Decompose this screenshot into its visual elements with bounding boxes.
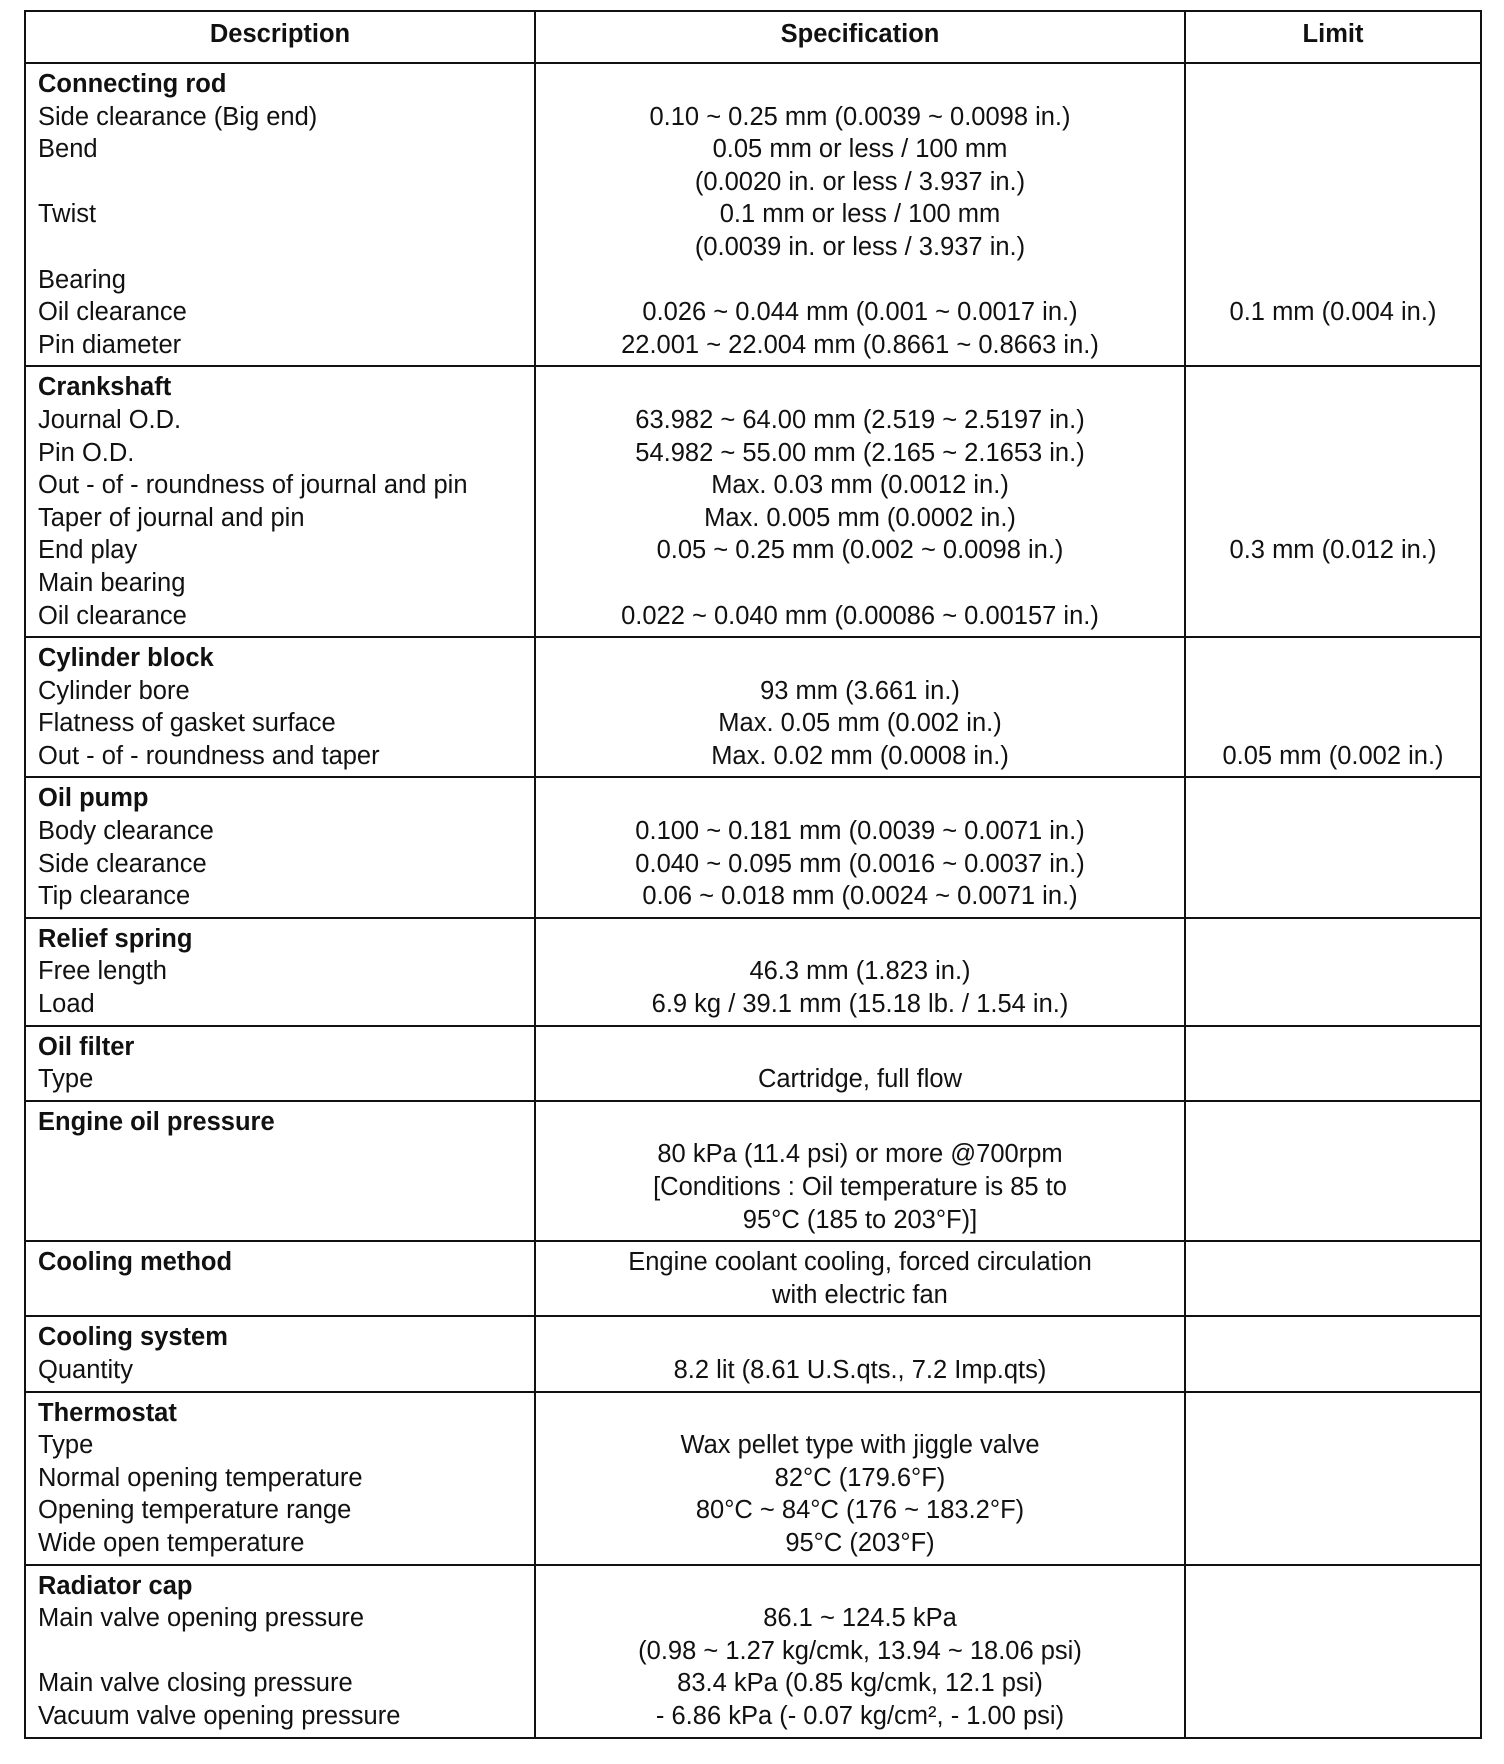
limit-cell bbox=[1185, 777, 1481, 917]
limit-value: 0.3 mm (0.012 in.) bbox=[1229, 536, 1437, 565]
specification-cell bbox=[535, 366, 1185, 637]
section-title: Thermostat bbox=[38, 1398, 177, 1427]
specification-cell bbox=[535, 637, 1185, 777]
limit-value bbox=[1198, 955, 1468, 988]
spec-value: 86.1 ~ 124.5 kPa bbox=[763, 1604, 957, 1633]
spec-value: Cartridge, full flow bbox=[757, 1065, 963, 1094]
row-label: Out - of - roundness of journal and pin bbox=[38, 471, 468, 500]
limit-cell bbox=[1185, 918, 1481, 1026]
row-label: Flatness of gasket surface bbox=[38, 709, 336, 738]
spec-value: Max. 0.03 mm (0.0012 in.) bbox=[711, 471, 1009, 500]
section-title: Engine oil pressure bbox=[38, 1107, 275, 1136]
limit-cell bbox=[1185, 1101, 1481, 1241]
limit-value bbox=[1198, 198, 1468, 231]
limit-value bbox=[1198, 567, 1468, 600]
spec-value: 95°C (203°F) bbox=[785, 1528, 935, 1557]
specification-cell bbox=[535, 918, 1185, 1026]
spec-spacer bbox=[548, 923, 1172, 956]
spec-value: Max. 0.02 mm (0.0008 in.) bbox=[711, 741, 1009, 770]
spec-value: (0.0039 in. or less / 3.937 in.) bbox=[694, 232, 1026, 261]
row-label bbox=[38, 231, 522, 264]
spec-spacer bbox=[548, 782, 1172, 815]
row-label: Oil clearance bbox=[38, 601, 187, 630]
row-label: End play bbox=[38, 536, 138, 565]
limit-value bbox=[1198, 1171, 1468, 1204]
spec-value: 0.05 ~ 0.25 mm (0.002 ~ 0.0098 in.) bbox=[656, 536, 1064, 565]
limit-cell bbox=[1185, 63, 1481, 366]
row-label: Normal opening temperature bbox=[38, 1463, 363, 1492]
limit-value: 0.05 mm (0.002 in.) bbox=[1222, 741, 1444, 770]
description-cell bbox=[25, 1565, 535, 1738]
limit-value bbox=[1198, 600, 1468, 633]
limit-value bbox=[1198, 404, 1468, 437]
section-oil-pump bbox=[25, 777, 1481, 917]
section-oil-filter bbox=[25, 1026, 1481, 1101]
limit-spacer bbox=[1198, 782, 1468, 815]
spec-value: 0.06 ~ 0.018 mm (0.0024 ~ 0.0071 in.) bbox=[642, 882, 1078, 911]
limit-value bbox=[1198, 988, 1468, 1021]
description-cell bbox=[25, 777, 535, 917]
spec-value: 83.4 kPa (0.85 kg/cmk, 12.1 psi) bbox=[677, 1669, 1043, 1698]
limit-value bbox=[1198, 502, 1468, 535]
header-limit: Limit bbox=[1185, 11, 1481, 63]
limit-cell bbox=[1185, 1392, 1481, 1565]
row-label: Type bbox=[38, 1065, 94, 1094]
limit-value bbox=[1198, 1429, 1468, 1462]
spec-value: 93 mm (3.661 in.) bbox=[760, 676, 960, 705]
specification-cell bbox=[535, 1241, 1185, 1316]
limit-cell bbox=[1185, 637, 1481, 777]
row-label: Quantity bbox=[38, 1355, 133, 1384]
limit-value: 0.1 mm (0.004 in.) bbox=[1229, 298, 1437, 327]
section-title: Connecting rod bbox=[38, 70, 227, 98]
section-connecting-rod bbox=[25, 63, 1481, 366]
spec-value: (0.98 ~ 1.27 kg/cmk, 13.94 ~ 18.06 psi) bbox=[638, 1636, 1082, 1665]
specification-cell bbox=[535, 1392, 1185, 1565]
specification-cell bbox=[535, 63, 1185, 366]
section-title: Oil pump bbox=[38, 784, 149, 813]
spec-spacer bbox=[548, 642, 1172, 675]
row-label: Out - of - roundness and taper bbox=[38, 741, 380, 770]
limit-value bbox=[1198, 166, 1468, 199]
limit-value bbox=[1198, 1138, 1468, 1171]
description-cell bbox=[25, 366, 535, 637]
row-label bbox=[38, 166, 522, 199]
limit-cell bbox=[1185, 1241, 1481, 1316]
limit-spacer bbox=[1198, 1106, 1468, 1139]
section-title: Cooling method bbox=[38, 1248, 233, 1277]
limit-value bbox=[1198, 1527, 1468, 1560]
section-title: Crankshaft bbox=[38, 373, 172, 402]
row-label: Oil clearance bbox=[38, 298, 187, 327]
description-cell bbox=[25, 63, 535, 366]
spec-value: Wax pellet type with jiggle valve bbox=[680, 1431, 1040, 1460]
specification-cell bbox=[535, 1565, 1185, 1738]
limit-value bbox=[1198, 1602, 1468, 1635]
limit-value bbox=[1198, 1462, 1468, 1495]
row-label: Free length bbox=[38, 957, 167, 986]
section-title: Cylinder block bbox=[38, 644, 214, 673]
specification-cell bbox=[535, 777, 1185, 917]
row-label: Vacuum valve opening pressure bbox=[38, 1701, 401, 1730]
section-title: Radiator cap bbox=[38, 1571, 193, 1600]
limit-value bbox=[1198, 469, 1468, 502]
spec-value: 0.1 mm or less / 100 mm bbox=[719, 200, 1001, 229]
spec-value: Max. 0.05 mm (0.002 in.) bbox=[718, 709, 1002, 738]
limit-value bbox=[1198, 848, 1468, 881]
specification-cell bbox=[535, 1026, 1185, 1101]
spec-value: 8.2 lit (8.61 U.S.qts., 7.2 Imp.qts) bbox=[673, 1355, 1047, 1384]
spec-value: 80°C ~ 84°C (176 ~ 183.2°F) bbox=[695, 1496, 1025, 1525]
spec-value: [Conditions : Oil temperature is 85 to bbox=[653, 1173, 1067, 1201]
row-label: Wide open temperature bbox=[38, 1528, 305, 1557]
spec-spacer bbox=[548, 1106, 1172, 1139]
row-label: Main bearing bbox=[38, 568, 186, 597]
description-cell bbox=[25, 918, 535, 1026]
spec-value: - 6.86 kPa (- 0.07 kg/cm², - 1.00 psi) bbox=[655, 1701, 1065, 1730]
limit-spacer bbox=[1198, 1397, 1468, 1430]
description-cell bbox=[25, 637, 535, 777]
specification-table bbox=[24, 10, 1482, 1739]
description-cell bbox=[25, 1392, 535, 1565]
row-label: Main valve opening pressure bbox=[38, 1604, 365, 1633]
section-cylinder-block bbox=[25, 637, 1481, 777]
spec-value: 6.9 kg / 39.1 mm (15.18 lb. / 1.54 in.) bbox=[651, 990, 1069, 1019]
row-label: Journal O.D. bbox=[38, 405, 182, 434]
limit-spacer bbox=[1198, 68, 1468, 101]
section-thermostat bbox=[25, 1392, 1481, 1565]
limit-value bbox=[1198, 1494, 1468, 1527]
spec-value: (0.0020 in. or less / 3.937 in.) bbox=[694, 167, 1026, 196]
row-label: Bearing bbox=[38, 265, 126, 294]
limit-value bbox=[1198, 101, 1468, 134]
limit-spacer bbox=[1198, 1031, 1468, 1064]
row-label: Main valve closing pressure bbox=[38, 1669, 353, 1698]
limit-spacer bbox=[1198, 371, 1468, 404]
section-title: Relief spring bbox=[38, 924, 193, 953]
limit-value bbox=[1198, 707, 1468, 740]
limit-cell bbox=[1185, 1565, 1481, 1738]
limit-value bbox=[1198, 880, 1468, 913]
spec-value: 22.001 ~ 22.004 mm (0.8661 ~ 0.8663 in.) bbox=[621, 330, 1099, 359]
limit-spacer bbox=[1198, 1321, 1468, 1354]
row-label: Taper of journal and pin bbox=[38, 503, 305, 532]
row-label: Load bbox=[38, 990, 95, 1019]
spec-value: 0.10 ~ 0.25 mm (0.0039 ~ 0.0098 in.) bbox=[649, 102, 1071, 131]
spec-value: Engine coolant cooling, forced circulation bbox=[628, 1248, 1092, 1277]
section-engine-oil-pressure bbox=[25, 1101, 1481, 1241]
spec-value bbox=[548, 264, 1172, 297]
spec-value: 63.982 ~ 64.00 mm (2.519 ~ 2.5197 in.) bbox=[635, 405, 1085, 434]
row-label: Side clearance bbox=[38, 849, 207, 878]
limit-value bbox=[1198, 1063, 1468, 1096]
section-crankshaft bbox=[25, 366, 1481, 637]
description-cell bbox=[25, 1241, 535, 1316]
spec-value: 0.026 ~ 0.044 mm (0.001 ~ 0.0017 in.) bbox=[642, 298, 1078, 327]
section-relief-spring bbox=[25, 918, 1481, 1026]
limit-cell bbox=[1185, 366, 1481, 637]
specification-cell bbox=[535, 1101, 1185, 1241]
description-cell bbox=[25, 1316, 535, 1391]
spec-value: 80 kPa (11.4 psi) or more @700rpm bbox=[657, 1140, 1063, 1169]
spec-spacer bbox=[548, 68, 1172, 101]
header-description: Description bbox=[25, 11, 535, 63]
specification-body bbox=[25, 63, 1481, 1738]
limit-cell bbox=[1185, 1026, 1481, 1101]
limit-value bbox=[1198, 264, 1468, 297]
spec-value bbox=[548, 567, 1172, 600]
row-label: Body clearance bbox=[38, 817, 214, 846]
section-title: Oil filter bbox=[38, 1032, 135, 1061]
spec-spacer bbox=[548, 1031, 1172, 1064]
spec-spacer bbox=[548, 1570, 1172, 1603]
spec-spacer bbox=[548, 1397, 1172, 1430]
limit-value bbox=[1198, 1246, 1468, 1279]
description-cell bbox=[25, 1101, 535, 1241]
section-radiator-cap bbox=[25, 1565, 1481, 1738]
row-label: Twist bbox=[38, 200, 97, 229]
row-label: Side clearance (Big end) bbox=[38, 102, 318, 131]
limit-value bbox=[1198, 437, 1468, 470]
header-specification: Specification bbox=[535, 11, 1185, 63]
section-cooling-system bbox=[25, 1316, 1481, 1391]
section-cooling-method bbox=[25, 1241, 1481, 1316]
limit-value bbox=[1198, 1635, 1468, 1668]
description-cell bbox=[25, 1026, 535, 1101]
spec-value: 0.040 ~ 0.095 mm (0.0016 ~ 0.0037 in.) bbox=[635, 849, 1085, 878]
limit-value bbox=[1198, 133, 1468, 166]
row-label: Pin diameter bbox=[38, 330, 182, 359]
spec-value: 95°C (185 to 203°F)] bbox=[742, 1205, 978, 1234]
limit-spacer bbox=[1198, 923, 1468, 956]
spec-value: Max. 0.005 mm (0.0002 in.) bbox=[704, 503, 1016, 532]
row-label: Bend bbox=[38, 135, 98, 164]
limit-value bbox=[1198, 1354, 1468, 1387]
row-label: Type bbox=[38, 1431, 94, 1460]
row-label: Tip clearance bbox=[38, 882, 191, 911]
limit-value bbox=[1198, 329, 1468, 362]
row-label: Pin O.D. bbox=[38, 438, 135, 467]
limit-spacer bbox=[1198, 1570, 1468, 1603]
row-label: Opening temperature range bbox=[38, 1496, 352, 1525]
spec-value: 0.022 ~ 0.040 mm (0.00086 ~ 0.00157 in.) bbox=[621, 601, 1099, 630]
spec-value: 0.05 mm or less / 100 mm bbox=[712, 135, 1008, 164]
limit-cell bbox=[1185, 1316, 1481, 1391]
spec-value: 54.982 ~ 55.00 mm (2.165 ~ 2.1653 in.) bbox=[635, 438, 1085, 467]
limit-spacer bbox=[1198, 642, 1468, 675]
header-row bbox=[25, 11, 1481, 63]
specification-cell bbox=[535, 1316, 1185, 1391]
spec-spacer bbox=[548, 371, 1172, 404]
row-label bbox=[38, 1635, 522, 1668]
section-title: Cooling system bbox=[38, 1323, 228, 1352]
limit-value bbox=[1198, 1700, 1468, 1733]
spec-spacer bbox=[548, 1321, 1172, 1354]
spec-value: 82°C (179.6°F) bbox=[774, 1463, 946, 1492]
limit-value bbox=[1198, 1204, 1468, 1237]
limit-value bbox=[1198, 1667, 1468, 1700]
limit-value bbox=[1198, 231, 1468, 264]
limit-value bbox=[1198, 675, 1468, 708]
spec-value: 0.100 ~ 0.181 mm (0.0039 ~ 0.0071 in.) bbox=[635, 817, 1085, 846]
spec-value: with electric fan bbox=[772, 1280, 948, 1309]
limit-value bbox=[1198, 815, 1468, 848]
spec-value: 46.3 mm (1.823 in.) bbox=[749, 957, 971, 986]
row-label: Cylinder bore bbox=[38, 676, 190, 705]
